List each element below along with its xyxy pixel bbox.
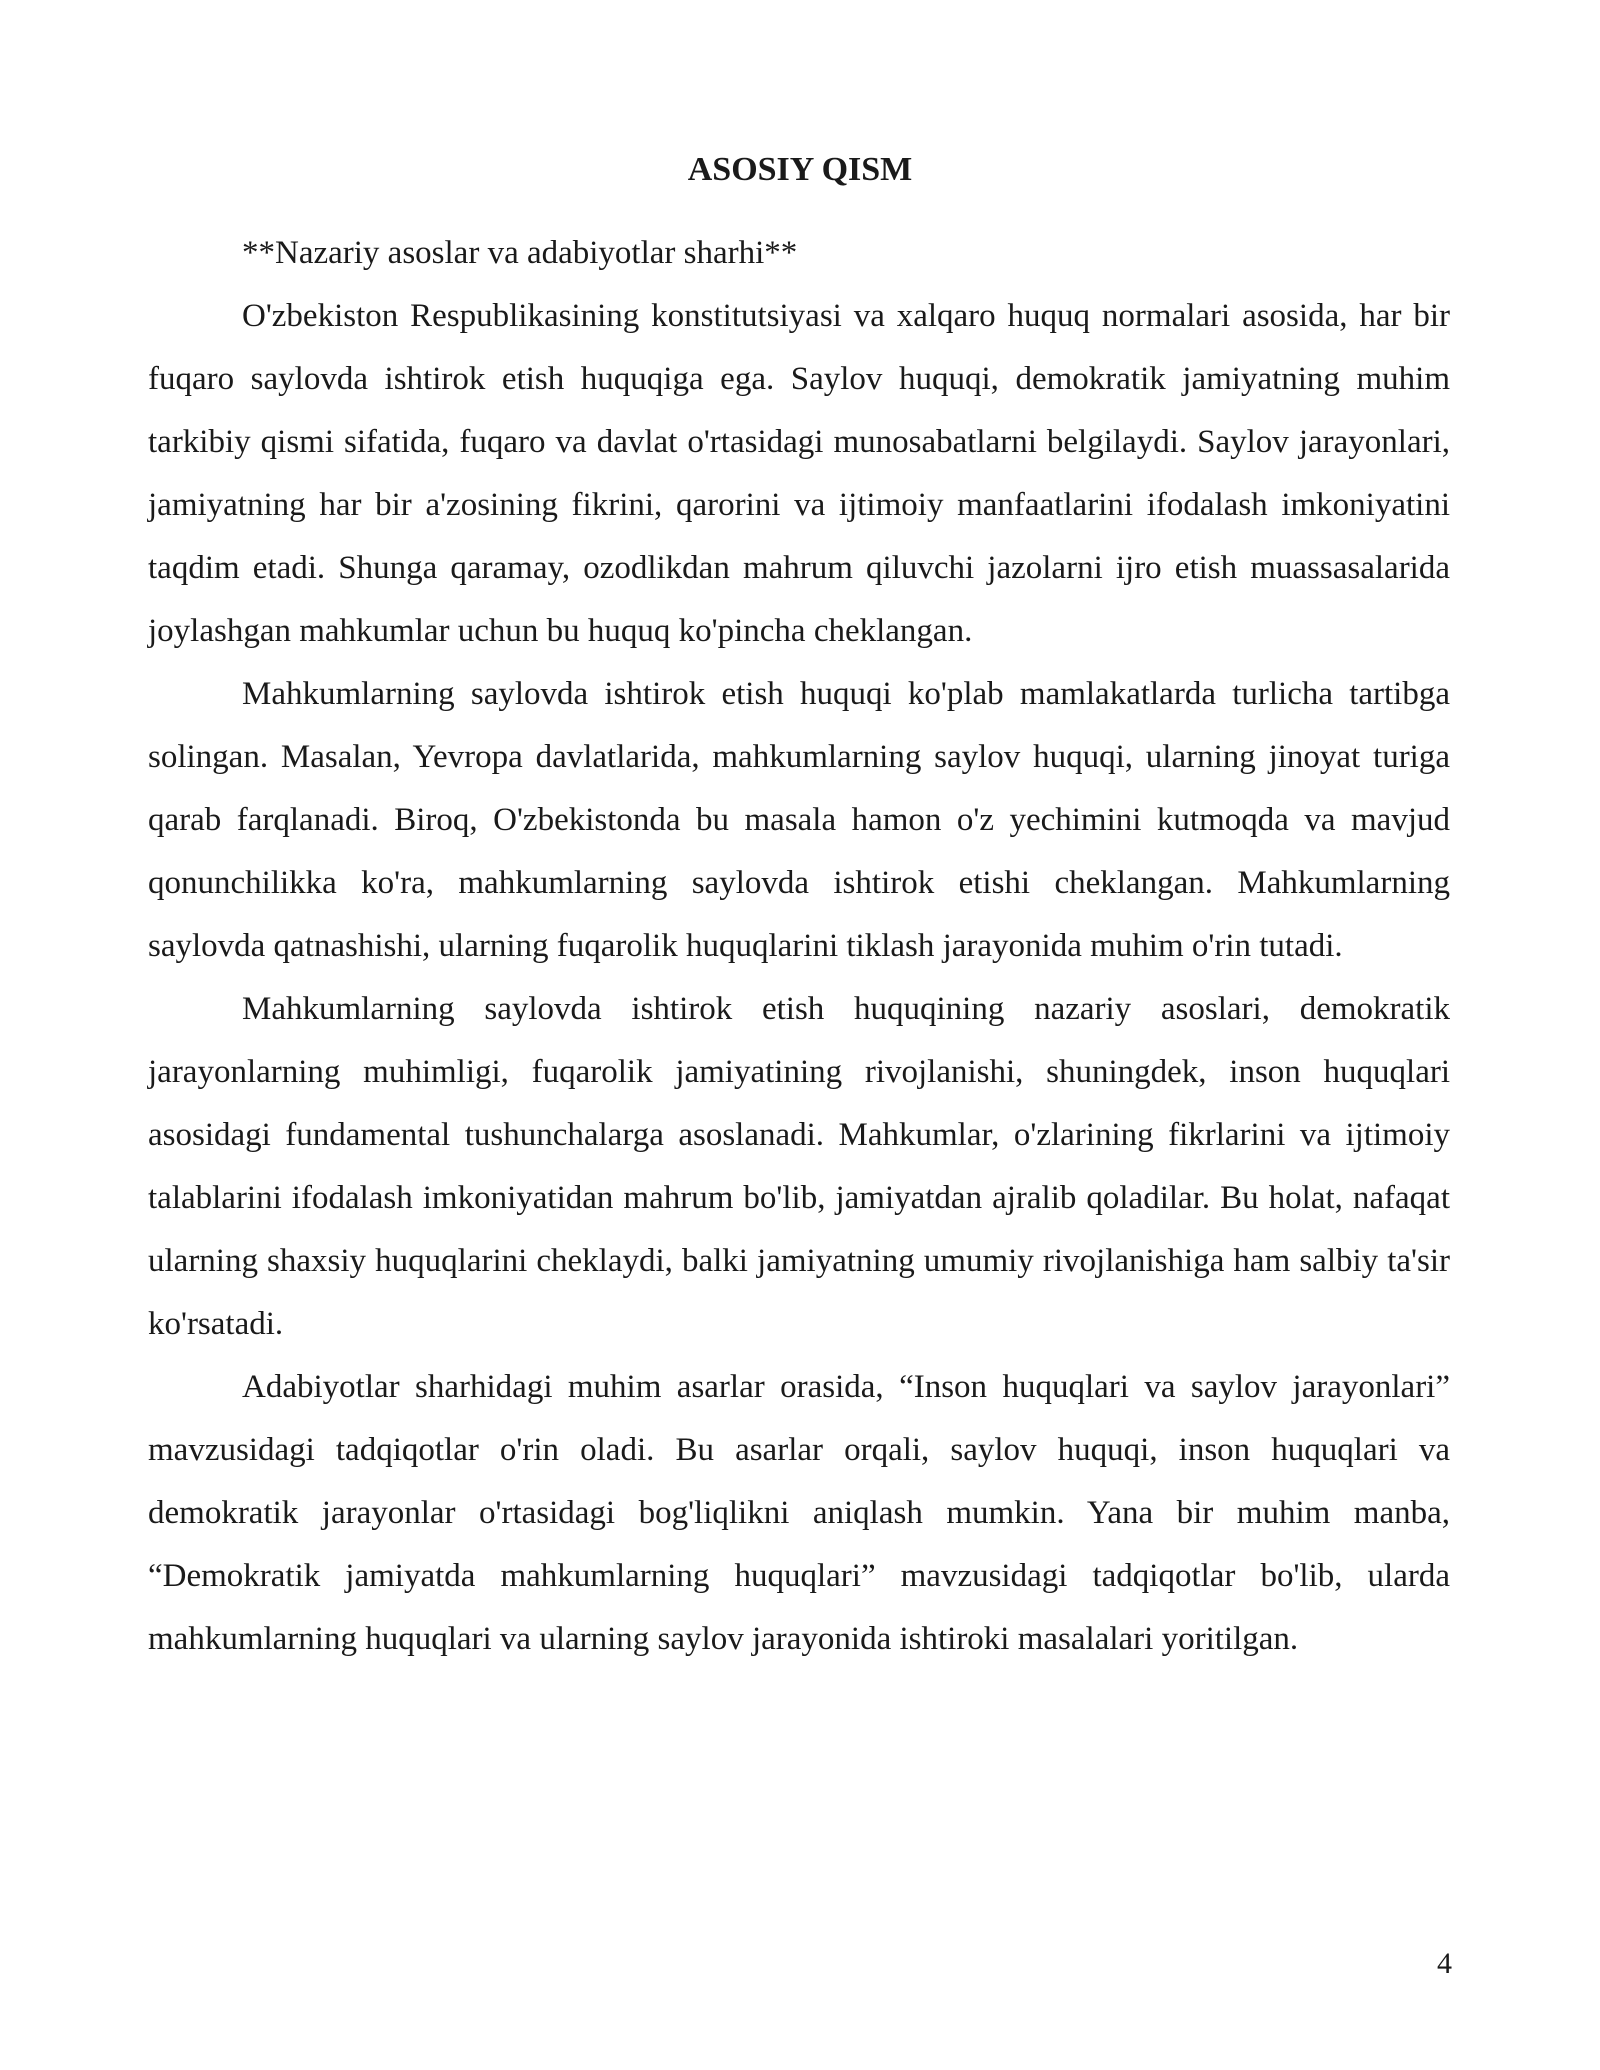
page-number: 4: [1437, 1947, 1452, 1980]
paragraph-1: O'zbekiston Respublikasining konstitutsiyasi va xalqaro huquq normalari asosida, har bir fuqaro saylovda ishtirok etish huquqiga ega. Saylov huquqi, demokratik jamiyatning muhim tarkibiy qismi sifatida, fuqaro va davlat o'rtasidagi munosabatlarni belgilaydi. Saylov jarayonlari, jamiyatning har bir a'zosining fikrini, qarorini va ijtimoiy manfaatlarini ifodalash imkoniyatini taqdim etadi. Shunga qaramay, ozodlikdan mahrum qiluvchi jazolarni ijro etish muassasalarida joylashgan mahkumlar uchun bu huquq ko'pincha cheklangan.: [148, 298, 1450, 649]
paragraph-3: Mahkumlarning saylovda ishtirok etish huquqining nazariy asoslari, demokratik jarayonlarning muhimligi, fuqarolik jamiyatining rivojlanishi, shuningdek, inson huquqlari asosidagi fundamental tushunchalarga asoslanadi. Mahkumlar, o'zlarining fikrlarini va ijtimoiy talablarini ifodalash imkoniyatidan mahrum bo'lib, jamiyatdan ajralib qoladilar. Bu holat, nafaqat ularning shaxsiy huquqlarini cheklaydi, balki jamiyatning umumiy rivojlanishiga ham salbiy ta'sir ko'rsatadi.: [148, 991, 1450, 1342]
paragraph-4: Adabiyotlar sharhidagi muhim asarlar orasida, “Inson huquqlari va saylov jarayonlari” mavzusidagi tadqiqotlar o'rin oladi. Bu asarlar orqali, saylov huquqi, inson huquqlari va demokratik jarayonlar o'rtasidagi bog'liqlikni aniqlash mumkin. Yana bir muhim manba, “Demokratik jamiyatda mahkumlarning huquqlari” mavzusidagi tadqiqotlar bo'lib, ularda mahkumlarning huquqlari va ularning saylov jarayonida ishtiroki masalalari yoritilgan.: [148, 1369, 1450, 1657]
section-subheading: **Nazariy asoslar va adabiyotlar sharhi**: [242, 235, 798, 271]
page-title: ASOSIY QISM: [687, 151, 913, 188]
paragraph-2: Mahkumlarning saylovda ishtirok etish huquqi ko'plab mamlakatlarda turlicha tartibga solingan. Masalan, Yevropa davlatlarida, mahkumlarning saylov huquqi, ularning jinoyat turiga qarab farqlanadi. Biroq, O'zbekistonda bu masala hamon o'z yechimini kutmoqda va mavjud qonunchilikka ko'ra, mahkumlarning saylovda ishtirok etishi cheklangan. Mahkumlarning saylovda qatnashishi, ularning fuqarolik huquqlarini tiklash jarayonida muhim o'rin tutadi.: [148, 676, 1450, 964]
document-body: [148, 222, 1450, 1671]
